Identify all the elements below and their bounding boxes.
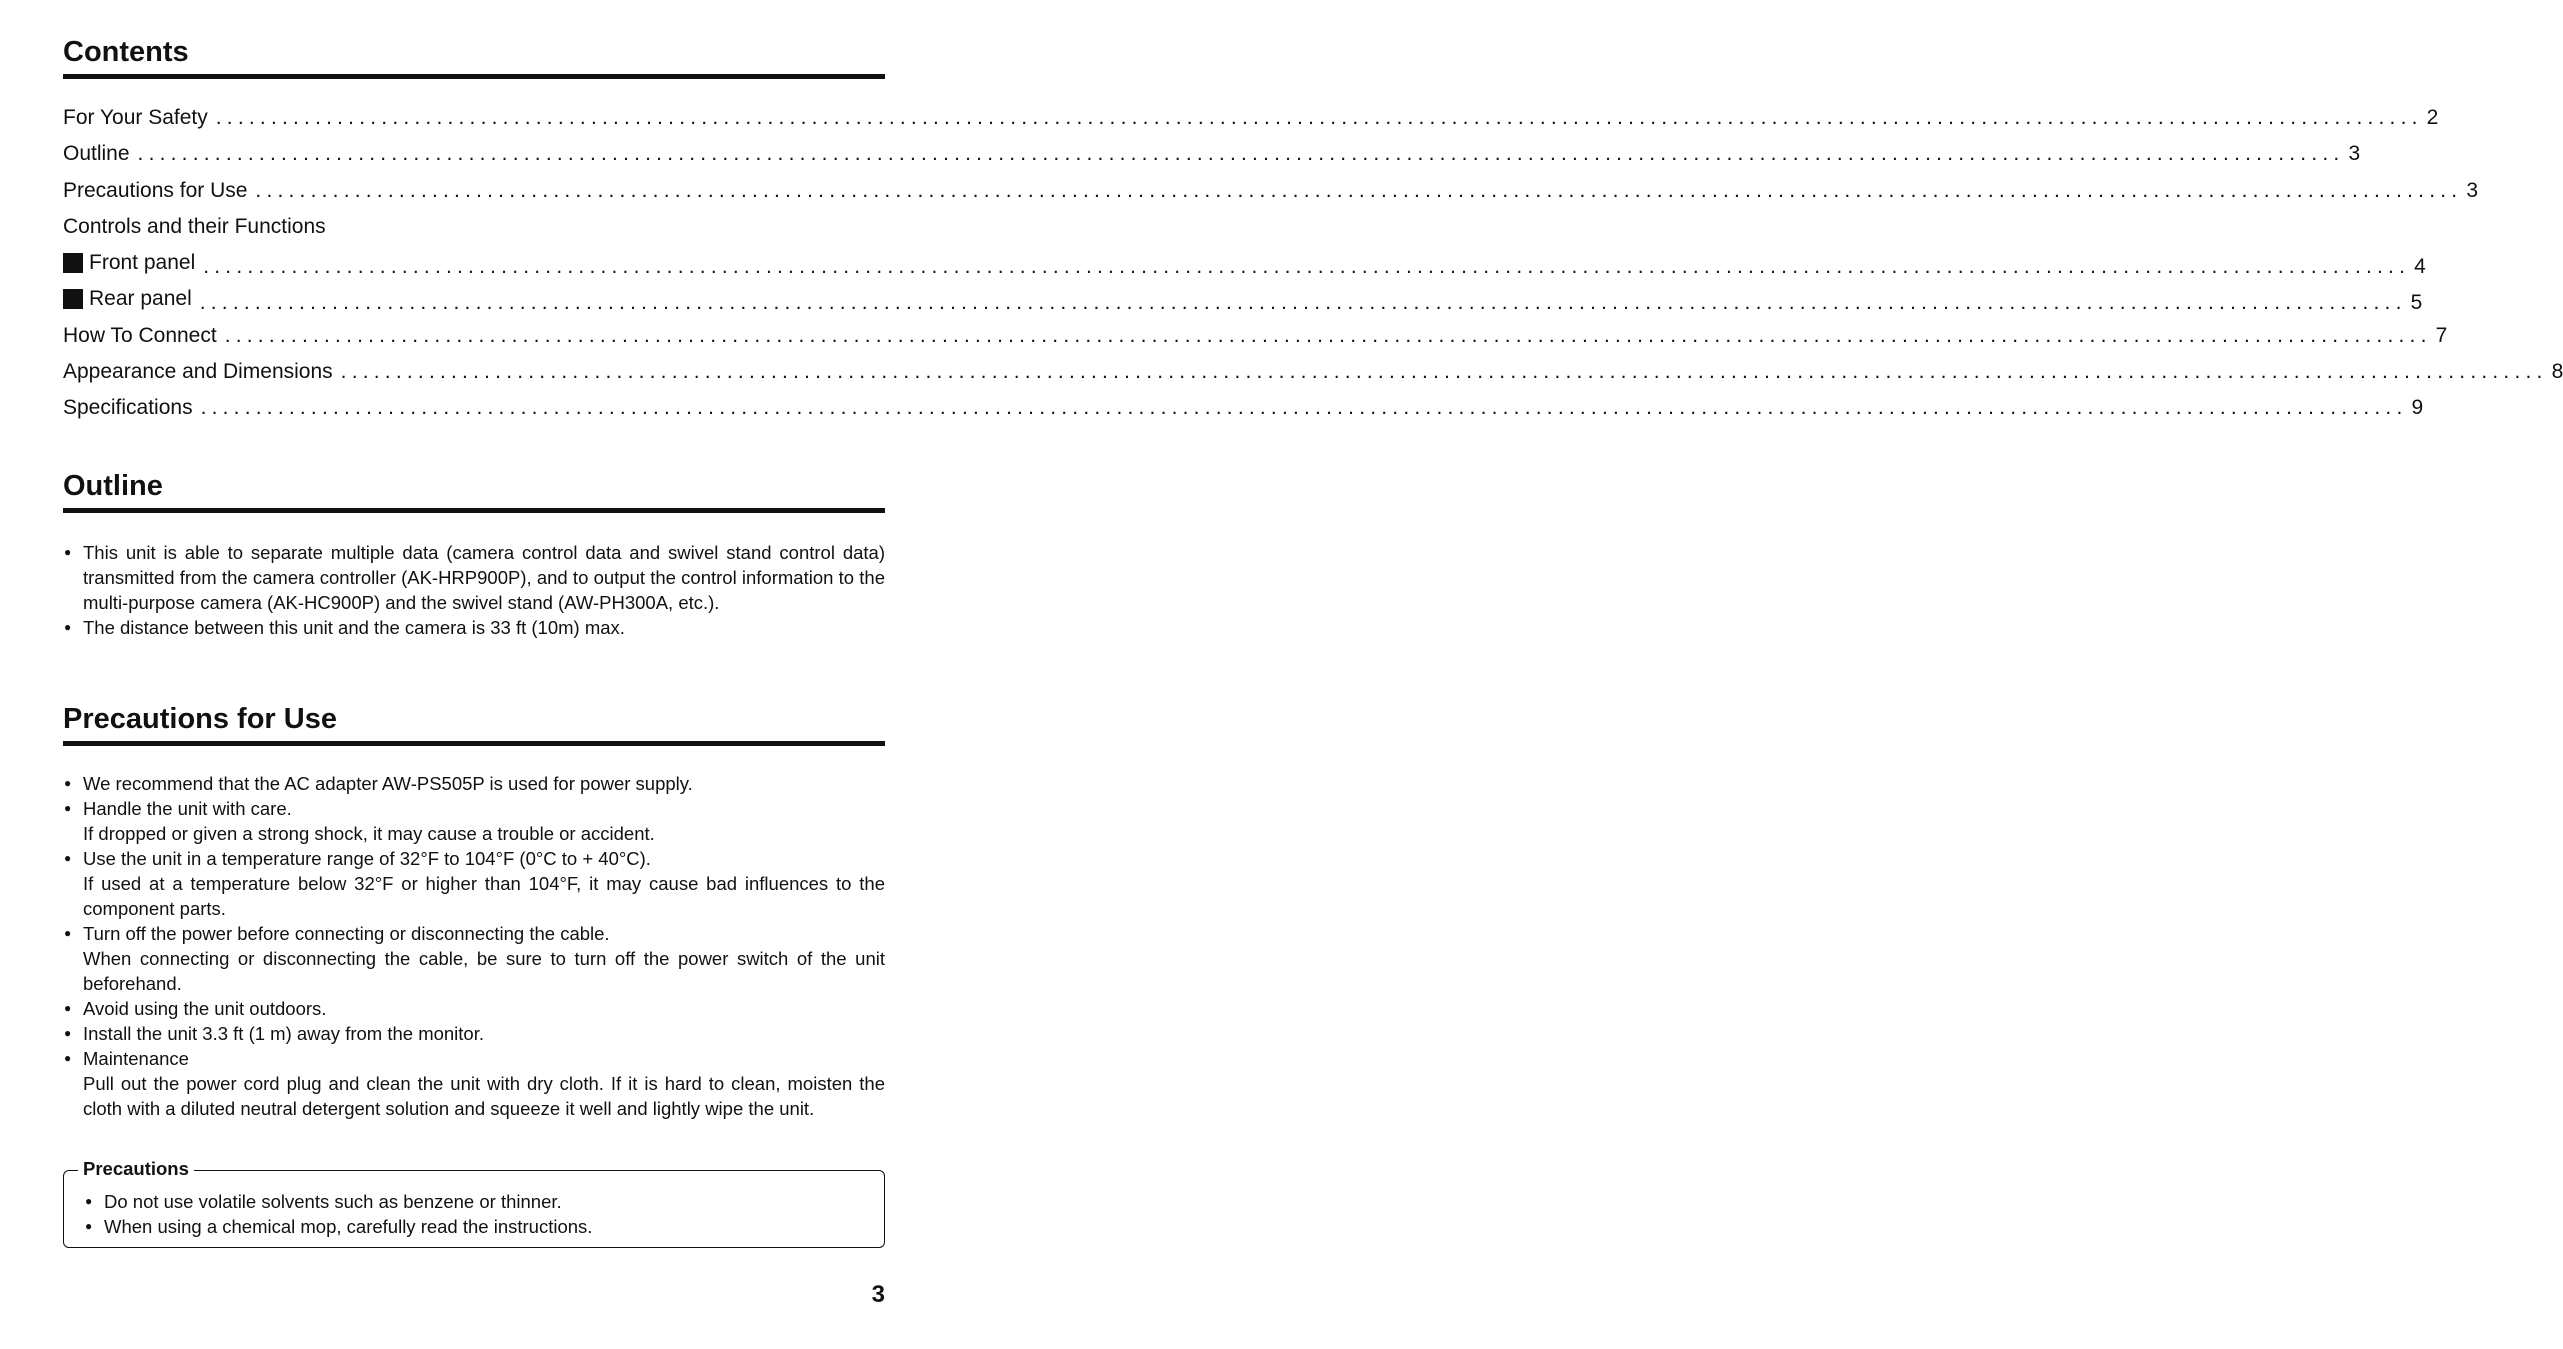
- list-item-text: Maintenance: [83, 1048, 189, 1069]
- toc-entry: [63, 281, 2423, 317]
- toc-entry: [63, 136, 2361, 172]
- list-item-detail: Pull out the power cord plug and clean the unit with dry cloth. If it is hard to clean, moisten the cloth with a diluted neutral detergent solution and squeeze it well and lightly wipe the unit.: [83, 1073, 885, 1119]
- toc-page-number: 3: [2348, 142, 2361, 166]
- toc-entry-text: Outline: [63, 142, 130, 166]
- toc-entry-text: Precautions for Use: [63, 178, 248, 202]
- list-item: [63, 1021, 885, 1046]
- toc-entry: [63, 390, 2424, 426]
- list-item: [63, 615, 885, 640]
- toc-entry: [63, 173, 2479, 209]
- toc-entry-text: Rear panel: [89, 287, 192, 311]
- list-item-text: Use the unit in a temperature range of 32°F to 104°F (0°C to + 40°C).: [83, 848, 651, 869]
- precautions-for-use-list: [63, 771, 885, 1121]
- list-item-text: Do not use volatile solvents such as benzene or thinner.: [104, 1191, 562, 1212]
- toc-entry-label: [63, 318, 217, 354]
- list-item-text: Handle the unit with care.: [83, 798, 292, 819]
- toc-entry-text: Appearance and Dimensions: [63, 360, 333, 384]
- list-item-text: Turn off the power before connecting or disconnecting the cable.: [83, 923, 610, 944]
- list-item-detail: When connecting or disconnecting the cable, be sure to turn off the power switch of the unit beforehand.: [83, 948, 885, 994]
- toc-entry-label: [63, 100, 208, 136]
- toc-leader-dots: ........................................................................................................................................................................................................: [200, 396, 2408, 420]
- list-item-text: We recommend that the AC adapter AW-PS505P is used for power supply.: [83, 773, 693, 794]
- manual-page: [63, 0, 2563, 1349]
- list-item: [63, 846, 885, 921]
- precautions-box: [63, 1158, 885, 1248]
- toc-entry-label: [63, 209, 326, 245]
- toc-leader-dots: ........................................................................................................................................................................................................: [255, 178, 2463, 202]
- toc-leader-dots: ........................................................................................................................................................................................................: [203, 255, 2411, 279]
- page-number: 3: [871, 1281, 885, 1308]
- list-item: [84, 1214, 864, 1239]
- toc-page-number: 4: [2414, 255, 2426, 279]
- toc-leader-dots: ........................................................................................................................................................................................................: [224, 323, 2432, 347]
- toc-entry-text: For Your Safety: [63, 106, 208, 129]
- list-item-text: The distance between this unit and the camera is 33 ft (10m) max.: [83, 617, 625, 638]
- list-item-detail: If dropped or given a strong shock, it may cause a trouble or accident.: [83, 823, 655, 844]
- list-item-text: This unit is able to separate multiple data (camera control data and swivel stand control data) transmitted from the camera controller (AK-HRP900P), and to output the control information to the multi-purpose camera (AK-HC900P) and the swivel stand (AW-PH300A, etc.).: [83, 542, 885, 613]
- toc-entry-text: How To Connect: [63, 323, 217, 347]
- toc-page-number: 9: [2411, 396, 2424, 420]
- list-item: [63, 996, 885, 1021]
- list-item: [63, 771, 885, 796]
- list-item: [63, 540, 885, 615]
- toc-entry-text: Controls and their Functions: [63, 214, 326, 238]
- toc-entry: [63, 100, 2439, 136]
- outline-heading: Outline: [63, 470, 885, 513]
- toc-entry-text: Specifications: [63, 396, 193, 420]
- list-item-text: Install the unit 3.3 ft (1 m) away from the monitor.: [83, 1023, 485, 1044]
- list-item-text: Avoid using the unit outdoors.: [83, 998, 327, 1019]
- toc-entry: [63, 354, 2563, 390]
- precautions-box-title: Precautions: [78, 1157, 194, 1181]
- toc-entry-label: [63, 354, 333, 390]
- precautions-box-list: [84, 1189, 864, 1239]
- list-item-text: When using a chemical mop, carefully read the instructions.: [104, 1216, 593, 1237]
- toc-entry-label: [63, 390, 193, 426]
- toc-page-number: 7: [2435, 323, 2448, 347]
- list-item-detail: If used at a temperature below 32°F or higher than 104°F, it may cause bad influences to the component parts.: [83, 873, 885, 919]
- toc-entry-label: [63, 245, 195, 281]
- toc-entry: [63, 209, 878, 245]
- contents-heading: Contents: [63, 36, 885, 79]
- list-item: [84, 1189, 864, 1214]
- toc-entry: [63, 318, 2448, 354]
- toc-leader-dots: ........................................................................................................................................................................................................: [340, 360, 2548, 384]
- toc-page-number: 3: [2466, 178, 2479, 202]
- toc-entry: [63, 245, 2426, 281]
- list-item: [63, 921, 885, 996]
- toc-entry-label: [63, 136, 130, 172]
- toc-leader-dots: ........................................................................................................................................................................................................: [137, 142, 2345, 166]
- outline-list: [63, 540, 885, 640]
- square-bullet-icon: [63, 289, 83, 309]
- toc-page-number: 2: [2426, 106, 2439, 129]
- toc-page-number: 5: [2410, 291, 2423, 315]
- toc-leader-dots: ........................................................................................................................................................................................................: [215, 106, 2423, 129]
- toc-leader-dots: ........................................................................................................................................................................................................: [199, 291, 2407, 315]
- list-item: [63, 1046, 885, 1121]
- list-item: [63, 796, 885, 846]
- square-bullet-icon: [63, 253, 83, 273]
- toc-entry-text: Front panel: [89, 251, 196, 275]
- toc-page-number: 8: [2551, 360, 2563, 384]
- toc-entry-label: [63, 173, 247, 209]
- table-of-contents: [63, 100, 2563, 427]
- toc-entry-label: [63, 281, 192, 317]
- precautions-for-use-heading: Precautions for Use: [63, 703, 885, 746]
